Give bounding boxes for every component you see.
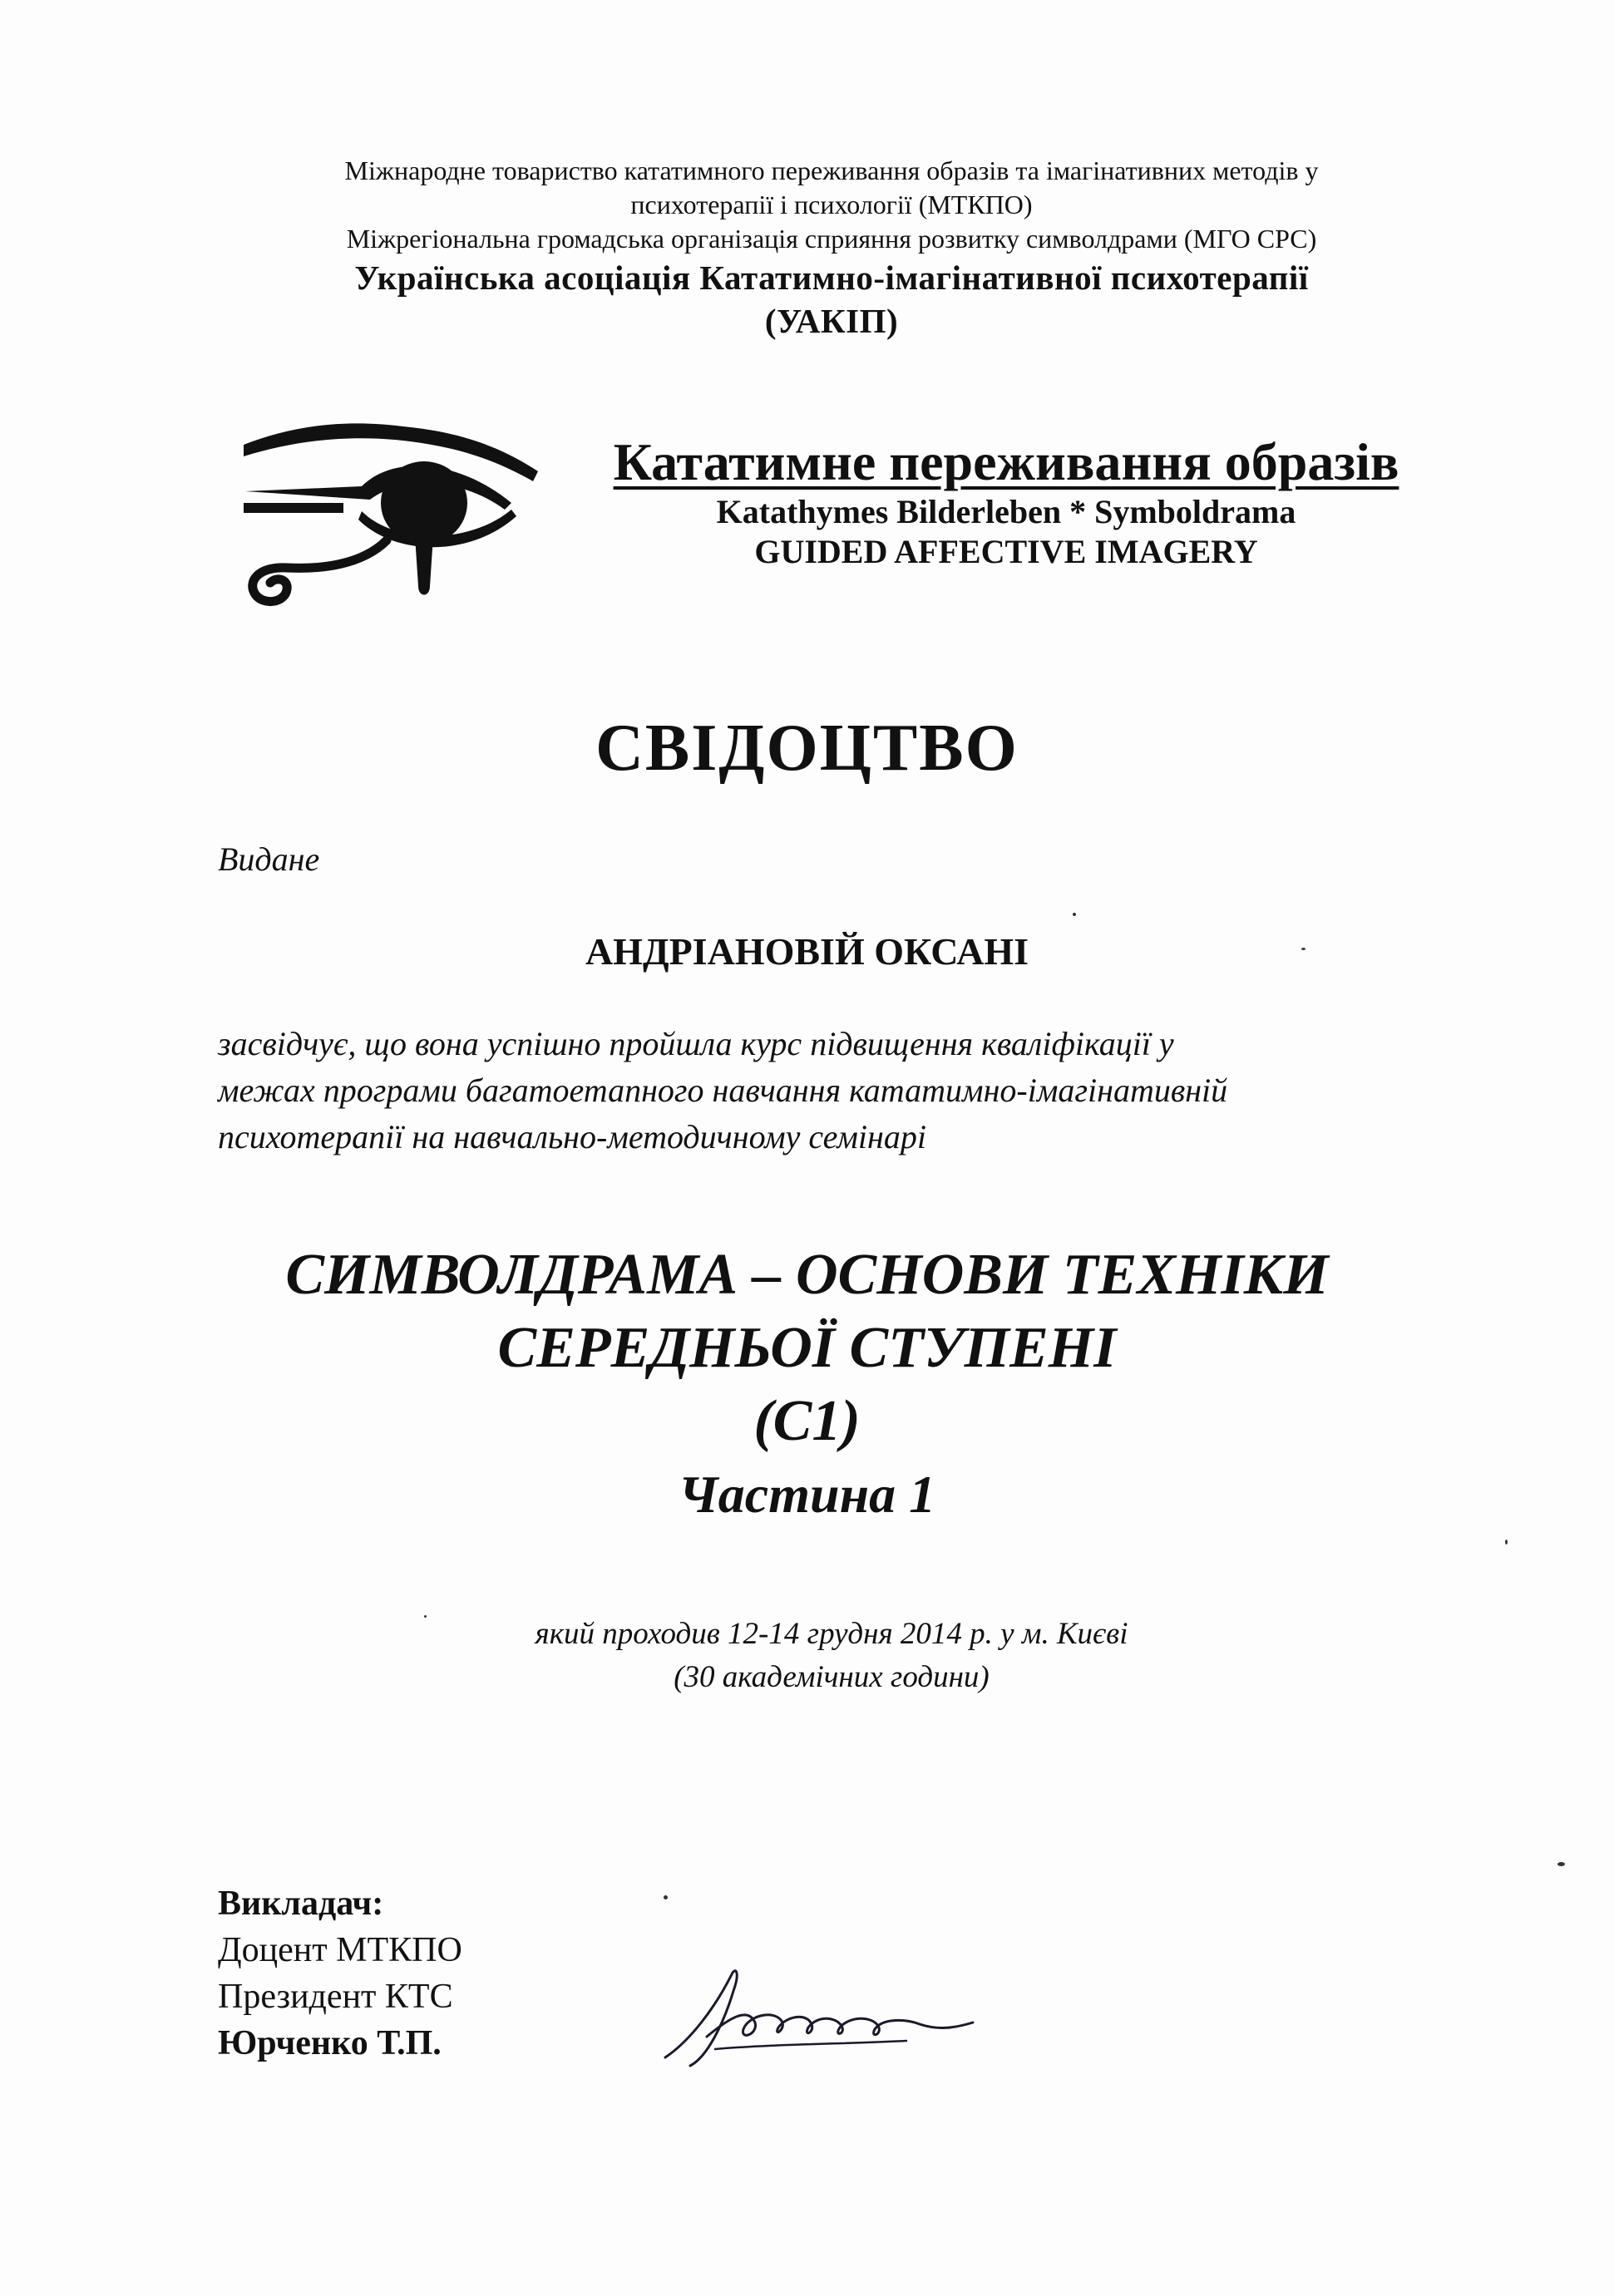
course-dates: який проходив 12-14 грудня 2014 р. у м. Києві bbox=[535, 1617, 1128, 1651]
certificate-description bbox=[218, 1021, 1449, 1160]
scan-speck bbox=[424, 1615, 427, 1618]
teacher-role-1: Доцент МТКПО bbox=[218, 1931, 462, 1969]
course-hours: (30 академічних години) bbox=[674, 1660, 990, 1694]
certificate-title: СВІДОЦТВО bbox=[595, 712, 1019, 785]
course-code: (С1) bbox=[753, 1389, 861, 1453]
teacher-label: Викладач: bbox=[218, 1885, 384, 1923]
scan-speck bbox=[1301, 948, 1306, 950]
description-line-1: засвідчує, що вона успішно пройшла курс підвищення кваліфікації у bbox=[218, 1025, 1174, 1062]
scan-speck bbox=[664, 1895, 668, 1899]
teacher-role-2: Президент КТС bbox=[218, 1978, 453, 2016]
scan-speck bbox=[1073, 913, 1076, 916]
teacher-name: Юрченко Т.П. bbox=[218, 2024, 442, 2062]
course-details bbox=[0, 1613, 1614, 1699]
brand-block bbox=[565, 432, 1447, 572]
brand-title: Кататимне переживання образів bbox=[613, 432, 1399, 491]
organizations-header bbox=[166, 154, 1497, 342]
description-line-3: психотерапії на навчально-методичному семінарі bbox=[218, 1118, 926, 1155]
issued-label: Видане bbox=[218, 840, 320, 878]
teacher-block bbox=[218, 1880, 462, 2067]
org-line-1: Міжнародне товариство кататимного переживання образів та імагінативних методів у bbox=[344, 155, 1319, 185]
scan-speck bbox=[1557, 1862, 1565, 1866]
course-title-line-1: СИМВОЛДРАМА – ОСНОВИ ТЕХНІКИ bbox=[285, 1243, 1329, 1307]
org-line-3: Міжрегіональна громадська організація сприяння розвитку символдрами (МГО СРС) bbox=[346, 224, 1317, 254]
eye-of-horus-icon bbox=[237, 420, 545, 607]
course-title-line-2: СЕРЕДНЬОЇ СТУПЕНІ bbox=[497, 1316, 1117, 1380]
brand-subtitle: Katathymes Bilderleben * Symboldrama bbox=[716, 493, 1296, 530]
scan-speck bbox=[1505, 1540, 1508, 1545]
brand-english-title: GUIDED AFFECTIVE IMAGERY bbox=[754, 533, 1258, 570]
org-line-5: (УАКІП) bbox=[764, 302, 899, 340]
course-title-block bbox=[0, 1239, 1614, 1531]
org-line-2: психотерапії і психології (МТКПО) bbox=[630, 190, 1033, 219]
description-line-2: межах програми багатоетапного навчання кататимно-імагінативній bbox=[218, 1072, 1228, 1109]
teacher-signature bbox=[657, 1958, 1073, 2074]
recipient-name: АНДРІАНОВІЙ ОКСАНІ bbox=[585, 930, 1029, 973]
org-line-4: Українська асоціація Кататимно-імагінативної психотерапії bbox=[354, 259, 1309, 297]
course-part: Частина 1 bbox=[678, 1465, 936, 1524]
